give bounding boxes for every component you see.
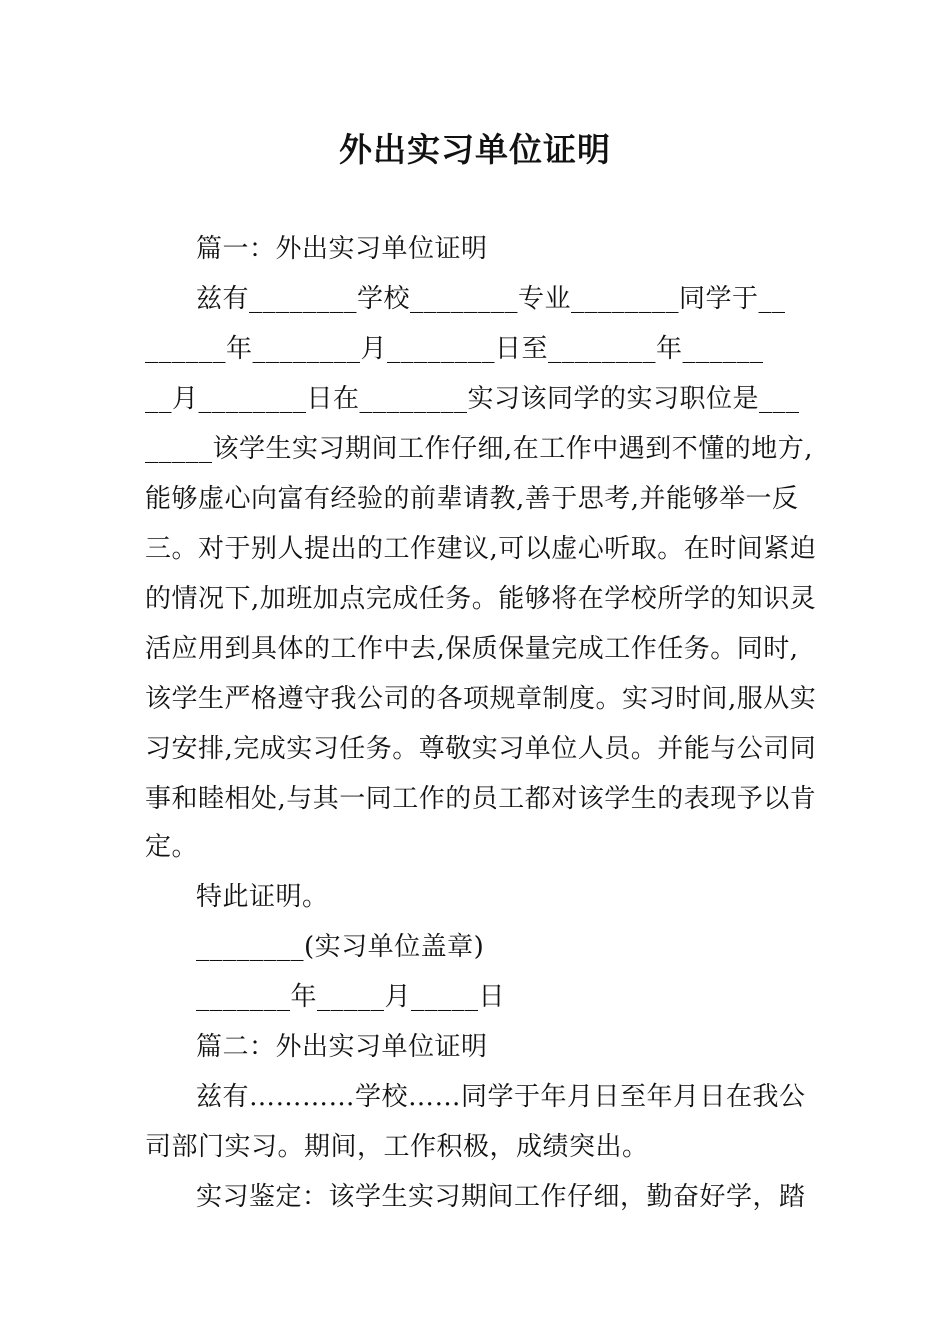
paragraph-line: 三。对于别人提出的工作建议,可以虚心听取。在时间紧迫 xyxy=(145,534,817,564)
section-heading: 篇一：外出实习单位证明 xyxy=(196,234,488,264)
paragraph-line: 能够虚心向富有经验的前辈请教,善于思考,并能够举一反 xyxy=(145,484,799,514)
paragraph-line: 实习鉴定：该学生实习期间工作仔细，勤奋好学，踏 xyxy=(196,1182,806,1212)
paragraph-line: 司部门实习。期间，工作积极，成绩突出。 xyxy=(145,1132,649,1162)
paragraph-line: 活应用到具体的工作中去,保质保量完成工作任务。同时, xyxy=(145,634,799,664)
paragraph-line: _____该学生实习期间工作仔细,在工作中遇到不懂的地方, xyxy=(145,434,814,464)
paragraph-line: 兹有________学校________专业________同学于__ xyxy=(196,284,786,314)
paragraph-line: 习安排,完成实习任务。尊敬实习单位人员。并能与公司同 xyxy=(145,734,817,764)
paragraph-line: 该学生严格遵守我公司的各项规章制度。实习时间,服从实 xyxy=(145,684,817,714)
paragraph-line: 定。 xyxy=(145,832,199,862)
section-heading: 篇二：外出实习单位证明 xyxy=(196,1032,488,1062)
seal-line: ________(实习单位盖章) xyxy=(196,932,485,962)
paragraph-line: 事和睦相处,与其一同工作的员工都对该学生的表现予以肯 xyxy=(145,784,817,814)
closing-statement: 特此证明。 xyxy=(196,882,329,912)
paragraph-line: ______年________月________日至________年______ xyxy=(145,334,764,364)
date-line: _______年_____月_____日 xyxy=(196,982,506,1012)
paragraph-line: 兹有…………学校……同学于年月日至年月日在我公 xyxy=(196,1082,806,1112)
paragraph-line: __月________日在________实习该同学的实习职位是___ xyxy=(145,384,800,414)
paragraph-line: 的情况下,加班加点完成任务。能够将在学校所学的知识灵 xyxy=(145,584,817,614)
document-title: 外出实习单位证明 xyxy=(339,130,611,169)
